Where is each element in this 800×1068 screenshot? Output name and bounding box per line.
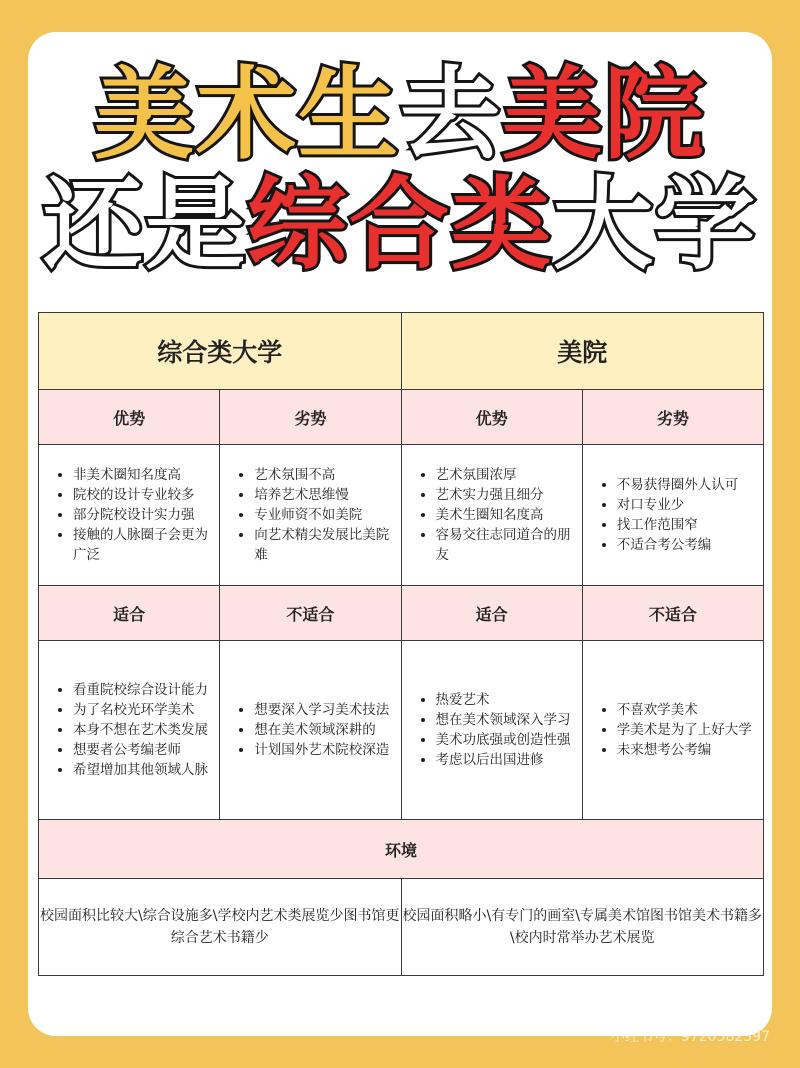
list-item: • 美术功底强或创造性强: [436, 730, 574, 750]
list-item: • 热爱艺术: [436, 690, 574, 710]
list-item: • 想在美术领域深入学习: [436, 710, 574, 730]
list-item: • 为了名校光环学美术: [73, 700, 211, 720]
list-item: • 专业师资不如美院: [254, 505, 392, 525]
list-item: • 院校的设计专业较多: [73, 485, 211, 505]
cell-university-suitable: [39, 641, 220, 820]
comparison-table: [38, 312, 764, 976]
list-item: • 容易交往志同道合的朋友: [436, 525, 574, 565]
cell-university-advantages: [39, 445, 220, 586]
list-item: • 想要深入学习美术技法: [254, 700, 392, 720]
cell-academy-advantages: [401, 445, 582, 586]
title-part: 去: [400, 56, 502, 173]
list-item: • 未来想考公考编: [617, 740, 755, 760]
header-advantage: 优势: [401, 390, 582, 445]
list-item: • 不适合考公考编: [617, 535, 755, 555]
header-disadvantage: 劣势: [582, 390, 763, 445]
list-item: • 不易获得圈外人认可: [617, 475, 755, 495]
title-line-2: [0, 166, 800, 283]
header-advantage: 优势: [39, 390, 220, 445]
list-item: • 本身不想在艺术类发展: [73, 720, 211, 740]
col-group-header-art-academy: 美院: [401, 313, 764, 390]
list-item: • 学美术是为了上好大学: [617, 720, 755, 740]
cell-academy-suitable: [401, 641, 582, 820]
cell-academy-disadvantages: [582, 445, 763, 586]
list-item: • 找工作范围窄: [617, 515, 755, 535]
header-suitable: 适合: [39, 586, 220, 641]
list-item: • 非美术圈知名度高: [73, 465, 211, 485]
header-suitable: 适合: [401, 586, 582, 641]
list-item: • 计划国外艺术院校深造: [254, 740, 392, 760]
environment-university: 校园面积比较大\综合设施多\学校内艺术类展览少图书馆更综合艺术书籍少: [39, 879, 402, 976]
list-item: • 艺术实力强且细分: [436, 485, 574, 505]
title-part: 还是: [43, 166, 247, 283]
list-item: • 部分院校设计实力强: [73, 505, 211, 525]
title-line-1: [0, 56, 800, 173]
list-item: • 培养艺术思维慢: [254, 485, 392, 505]
list-item: • 想在美术领域深耕的: [254, 720, 392, 740]
list-item: • 艺术氛围浓厚: [436, 465, 574, 485]
list-item: • 想要者公考编老师: [73, 740, 211, 760]
cell-university-unsuitable: [220, 641, 401, 820]
title-part: 大学: [553, 166, 757, 283]
watermark-logo: 小红书: [705, 988, 752, 1012]
watermark-text: 小红书号：9720382597: [610, 1029, 770, 1045]
environment-header: 环境: [39, 820, 764, 879]
list-item: • 不喜欢学美术: [617, 700, 755, 720]
cell-university-disadvantages: [220, 445, 401, 586]
header-unsuitable: 不适合: [582, 586, 763, 641]
list-item: • 接触的人脉圈子会更为广泛: [73, 525, 211, 565]
list-item: • 艺术氛围不高: [254, 465, 392, 485]
list-item: • 考虑以后出国进修: [436, 750, 574, 770]
header-unsuitable: 不适合: [220, 586, 401, 641]
cell-academy-unsuitable: [582, 641, 763, 820]
list-item: • 希望增加其他领域人脉: [73, 760, 211, 780]
col-group-header-university: 综合类大学: [39, 313, 402, 390]
list-item: • 看重院校综合设计能力: [73, 680, 211, 700]
environment-academy: 校园面积略小\有专门的画室\专属美术馆图书馆美术书籍多\校内时常举办艺术展览: [401, 879, 764, 976]
title-part: 美院: [502, 56, 706, 173]
title-part: 美术生: [94, 56, 400, 173]
header-disadvantage: 劣势: [220, 390, 401, 445]
list-item: • 向艺术精尖发展比美院难: [254, 525, 392, 565]
title-part: 综合类: [247, 166, 553, 283]
list-item: • 对口专业少: [617, 495, 755, 515]
list-item: • 美术生圈知名度高: [436, 505, 574, 525]
